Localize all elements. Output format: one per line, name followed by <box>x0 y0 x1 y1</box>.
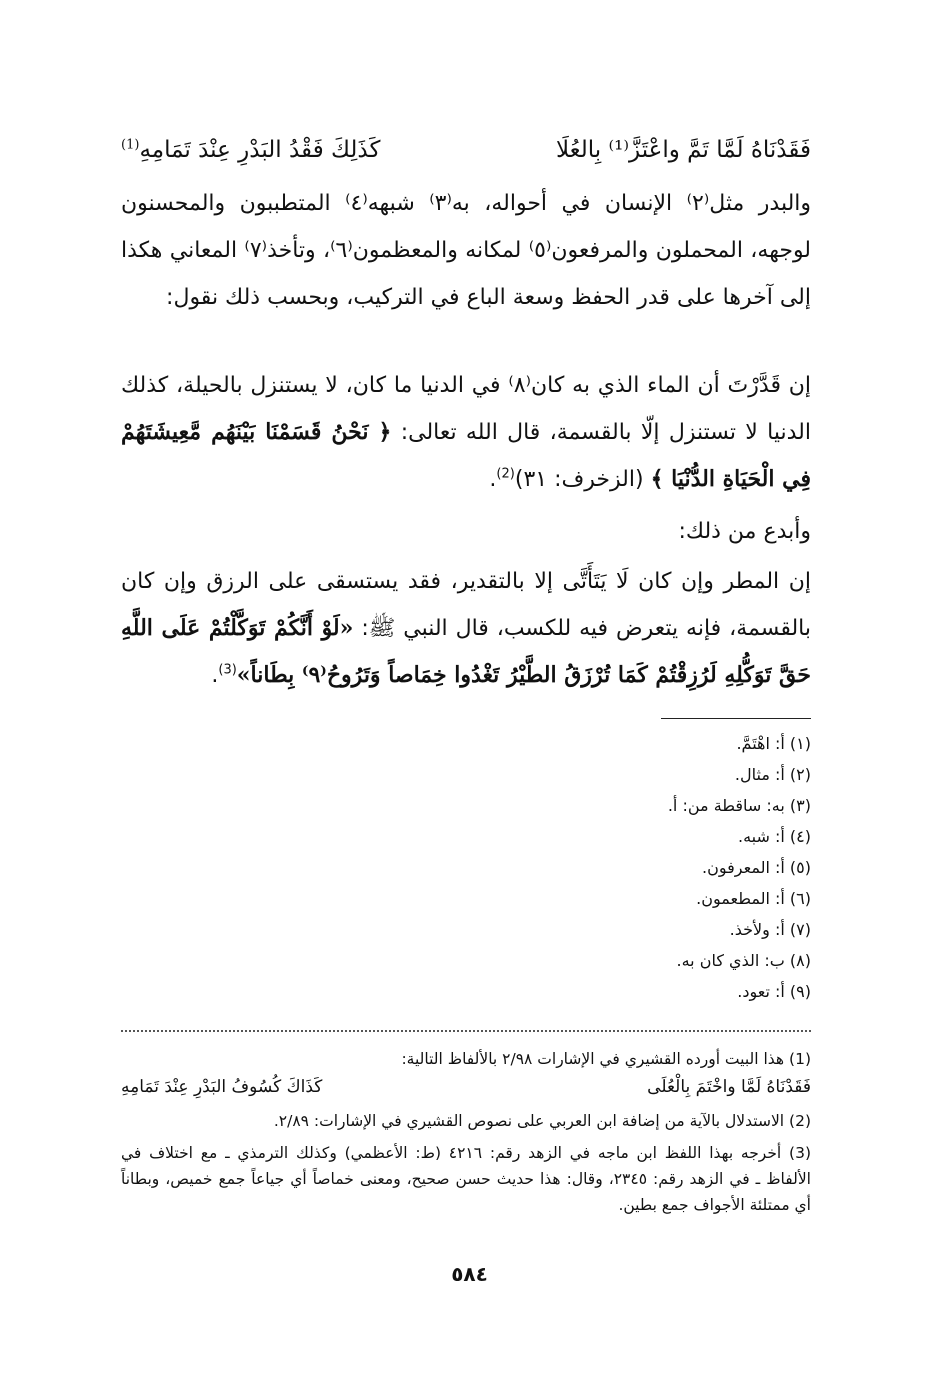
variant-note: (٨) ب: الذي كان به. <box>676 951 811 970</box>
quran-quote: ﴿ نَحْنُ قَسَمْنَا بَيْنَهُم مَّعِيشَتَهُمْ فِي الْحَيَاةِ الدُّنْيَا ﴾ <box>121 419 811 492</box>
verse-hemistich-left: كَذَلِكَ فَقْدُ البَدْرِ عِنْدَ تَمَامِهِ$^{(1)}$ <box>121 137 381 163</box>
paragraph-rain: إن قَدَّرْتَ أن الماء الذي به كان⁽٨⁾ في الدنيا ما كان، لا يستنزل بالحيلة، كذلك الدنيا لا تستنزل إلّا بالقسمة، قال الله تعالى: ﴿ نَحْنُ قَسَمْنَا بَيْنَهُم مَّعِيشَتَهُمْ فِي الْحَيَاةِ الدُّنْيَا ﴾ (الزخرف: ٣١)$^{(2)}$. <box>121 373 812 492</box>
verse-hemistich-right: فَقَدْنَاهُ لَمَّا تَمَّ واعْتَزَّ⁽¹⁾ بِالعُلَا <box>555 137 811 163</box>
variant-note: (٩) أ: تعود. <box>737 982 811 1001</box>
footnote-ref: (1) <box>121 137 140 153</box>
variant-note: (٧) أ: ولأخذ. <box>729 920 811 939</box>
variant-notes <box>511 728 811 1007</box>
dotted-separator <box>121 1030 811 1032</box>
paragraph-badr: والبدر مثل⁽٢⁾ الإنسان في أحواله، به⁽٣⁾ شبهه⁽٤⁾ المتطببون والمحسنون لوجهه، المحملون والمرفعون⁽٥⁾ لمكانه والمعظمون⁽٦⁾، وتأخذ⁽٧⁾ المعاني هكذا إلى آخرها على قدر الحفظ وسعة الباع في التركيب، وبحسب ذلك نقول: <box>121 191 812 310</box>
footnote-ref: (2) <box>496 466 515 482</box>
variant-note: (٦) أ: المطعمون. <box>696 889 811 908</box>
footnote-2: (2) الاستدلال بالآية من إضافة ابن العربي على نصوص القشيري في الإشارات: ٢/٨٩. <box>273 1112 811 1130</box>
variant-note: (٤) أ: شبه. <box>738 827 811 846</box>
hadith-quote: «لَوْ أَنَّكُمْ تَوَكَّلْتُمْ عَلَى اللَّهِ حَقَّ تَوَكُّلِهِ لَرُزِقْتُمْ كَمَا تُرْزَقُ الطَّيْرُ تَغْدُوا خِمَاصاً وَتَرُوحُ⁽٩⁾ بِطَاناً» <box>121 615 811 688</box>
footnote-1: (1) هذا البيت أورده القشيري في الإشارات ٢/٩٨ بالألفاظ التالية: <box>401 1050 811 1068</box>
paragraph-transition: وأبدع من ذلك: <box>678 519 811 544</box>
paragraph-hadith: إن المطر وإن كان لَا يَتَأَتَّى إلا بالتقدير، فقد يستسقى على الرزق وإن كان بالقسمة، فإنه يتعرض فيه للكسب، قال النبي ﷺ: «لَوْ أَنَّكُمْ تَوَكَّلْتُمْ عَلَى اللَّهِ حَقَّ تَوَكُّلِهِ لَرُزِقْتُمْ كَمَا تُرْزَقُ الطَّيْرُ تَغْدُوا خِمَاصاً وَتَرُوحُ⁽٩⁾ بِطَاناً»$^{(3)}$. <box>121 569 811 688</box>
variant-note: (٢) أ: مثال. <box>734 765 811 784</box>
variant-note: (١) أ: اهْتَمَّ. <box>736 734 811 753</box>
variant-note: (٣) به: ساقطة من: أ. <box>667 796 811 815</box>
poem-verse <box>121 128 811 172</box>
page-number: ٥٨٤ <box>451 1262 488 1286</box>
footnote-ref: (3) <box>218 662 237 678</box>
footnote-separator <box>661 718 811 719</box>
footnote-3: (3) أخرجه بهذا اللفظ ابن ماجه في الزهد رقم: ٤٢١٦ (ط: الأعظمي) وكذلك الترمذي ـ مع اختلاف في الألفاظ ـ في الزهد رقم: ٢٣٤٥، وقال: هذا حديث حسن صحيح، ومعنى خماصاً أي جياعاً جمع خميص، وبطاناً أي ممتلئة الأجواف جمع بطين. <box>121 1144 811 1214</box>
variant-note: (٥) أ: المعرفون. <box>702 858 811 877</box>
footnote-1-verse: فَقَدْنَاهُ لَمَّا واخْتَمَ بِالْعُلَى كَذَاكَ كُسُوفُ البَدْرِ عِنْدَ تَمَامِهِ <box>121 1077 811 1097</box>
